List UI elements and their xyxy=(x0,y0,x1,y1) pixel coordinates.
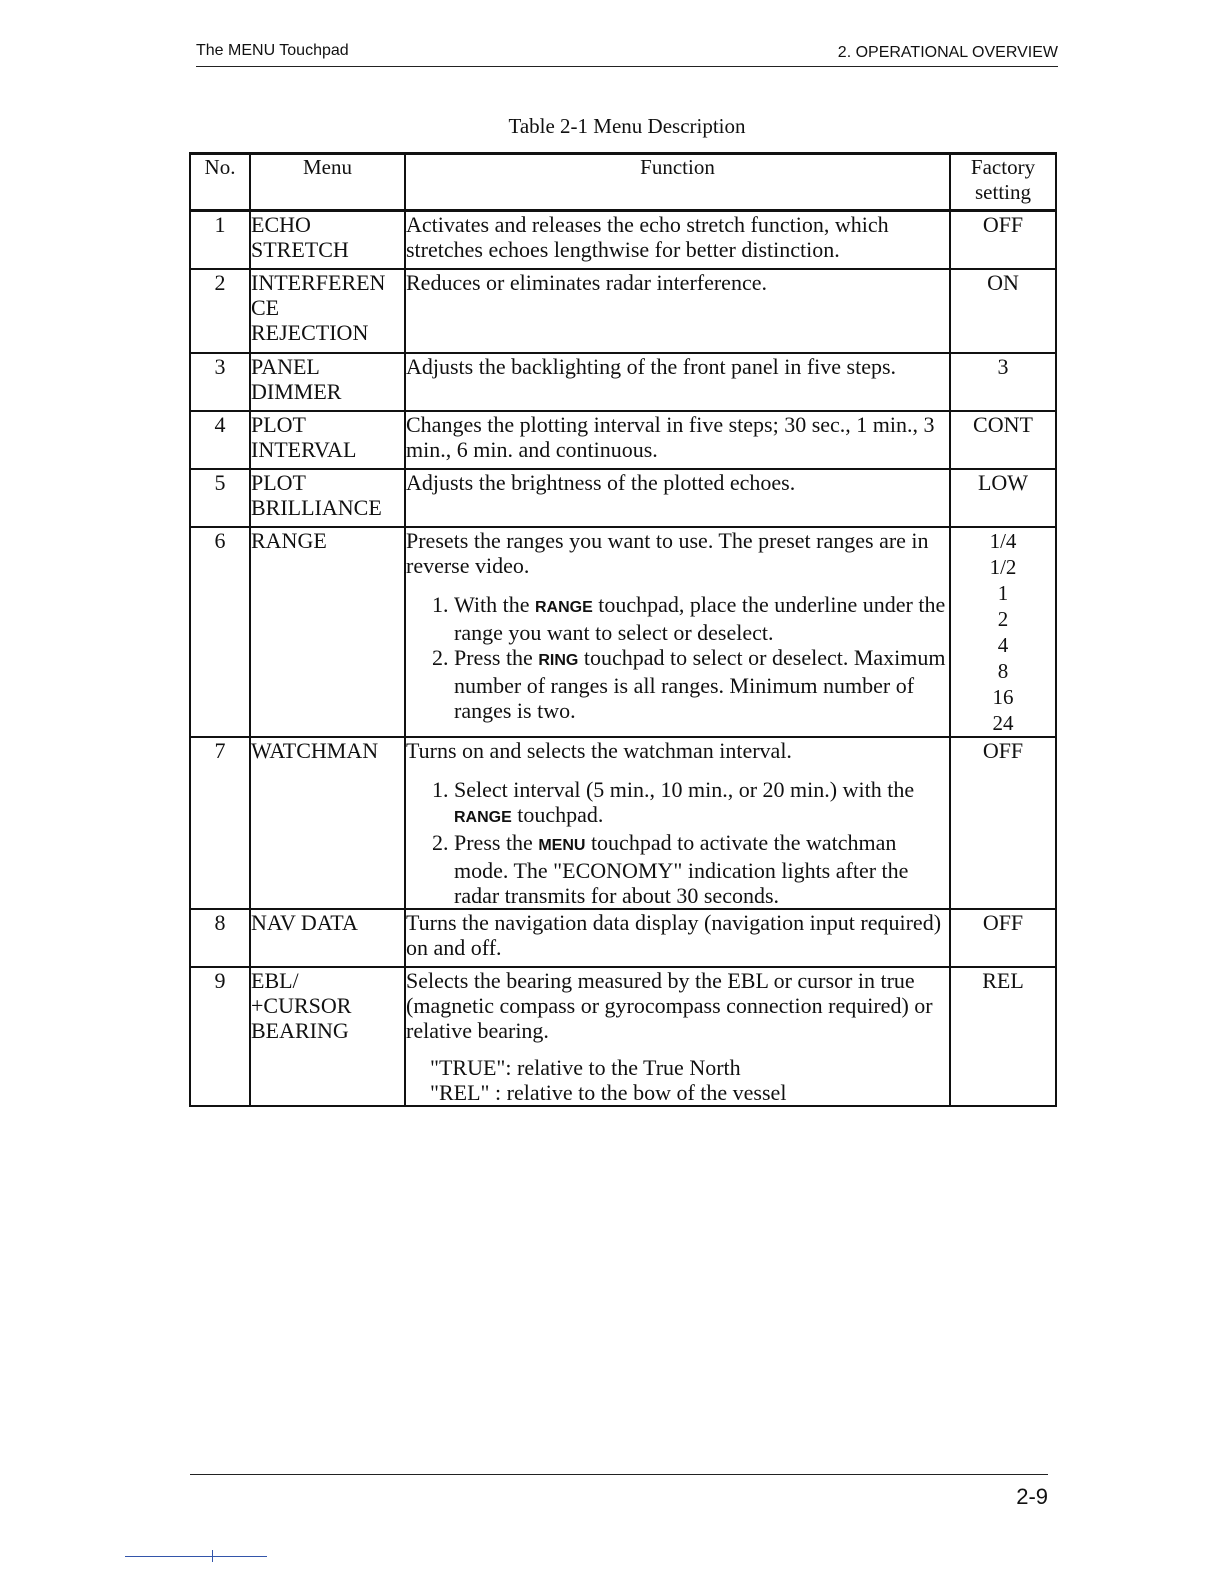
row-number: 6 xyxy=(190,527,250,737)
table-row xyxy=(190,469,1056,527)
function-description: Changes the plotting interval in five steps; 30 sec., 1 min., 3 min., 6 min. and continuous. xyxy=(405,411,950,469)
factory-setting: CONT xyxy=(950,411,1056,469)
page-header xyxy=(196,40,1058,67)
table-caption: Table 2-1 Menu Description xyxy=(508,114,746,138)
procedure-step: 1. With the RANGE touchpad, place the underline under the range you want to select or deselect. xyxy=(454,592,949,645)
range-value: 1/2 xyxy=(989,554,1017,579)
table-row xyxy=(190,269,1056,353)
touchpad-keyword: RING xyxy=(538,651,579,669)
function-summary: Selects the bearing measured by the EBL or cursor in true (magnetic compass or gyrocompass connection required) or relative bearing. xyxy=(406,967,933,1043)
row-number: 8 xyxy=(190,909,250,967)
function-description: Adjusts the brightness of the plotted echoes. xyxy=(405,469,950,527)
factory-setting: REL xyxy=(950,967,1056,1106)
menu-name: WATCHMAN xyxy=(250,737,405,909)
table-row xyxy=(190,411,1056,469)
factory-setting: 3 xyxy=(950,353,1056,411)
row-number: 1 xyxy=(190,211,250,269)
range-value: 4 xyxy=(997,632,1009,657)
menu-name: RANGE xyxy=(250,527,405,737)
range-value: 1/4 xyxy=(989,528,1017,553)
procedure-steps xyxy=(406,592,949,723)
header-section-title: The MENU Touchpad xyxy=(196,42,349,59)
menu-description-table xyxy=(189,152,1057,1107)
row-number: 5 xyxy=(190,469,250,527)
range-value: 24 xyxy=(992,710,1014,735)
page-number: 2-9 xyxy=(1016,1484,1048,1509)
menu-name: NAV DATA xyxy=(250,909,405,967)
row-number: 7 xyxy=(190,737,250,909)
menu-name: PLOT BRILLIANCE xyxy=(250,469,405,527)
function-description: Reduces or eliminates radar interference. xyxy=(405,269,950,353)
range-value: 2 xyxy=(997,606,1009,631)
factory-setting: OFF xyxy=(950,909,1056,967)
procedure-step: 2. Press the RING touchpad to select or deselect. Maximum number of ranges is all ranges. Minimum number of ranges is two. xyxy=(454,645,949,723)
table-header-row xyxy=(190,154,1056,211)
column-header-function: Function xyxy=(405,154,950,211)
menu-name: PANEL DIMMER xyxy=(250,353,405,411)
bearing-note-rel: "REL" : relative to the bow of the vessel xyxy=(430,1079,787,1105)
column-header-menu: Menu xyxy=(250,154,405,211)
touchpad-keyword: RANGE xyxy=(454,808,512,826)
bearing-note-true: "TRUE": relative to the True North xyxy=(430,1054,741,1080)
function-description xyxy=(405,527,950,737)
row-number: 3 xyxy=(190,353,250,411)
procedure-step: 1. Select interval (5 min., 10 min., or 20 min.) with the RANGE touchpad. xyxy=(454,777,949,830)
factory-setting-ranges xyxy=(950,527,1056,737)
function-description: Turns the navigation data display (navigation input required) on and off. xyxy=(405,909,950,967)
menu-name: INTERFEREN CE REJECTION xyxy=(250,269,405,353)
menu-name: PLOT INTERVAL xyxy=(250,411,405,469)
factory-setting: ON xyxy=(950,269,1056,353)
function-summary: Presets the ranges you want to use. The preset ranges are in reverse video. xyxy=(406,527,929,578)
menu-name: EBL/ +CURSOR BEARING xyxy=(250,967,405,1106)
function-summary: Turns on and selects the watchman interval. xyxy=(406,737,792,763)
row-number: 4 xyxy=(190,411,250,469)
header-chapter-title: 2. OPERATIONAL OVERVIEW xyxy=(837,44,1058,61)
function-description xyxy=(405,737,950,909)
menu-name: ECHO STRETCH xyxy=(250,211,405,269)
table-row xyxy=(190,737,1056,909)
column-header-no: No. xyxy=(190,154,250,211)
touchpad-keyword: MENU xyxy=(538,836,586,854)
table-row xyxy=(190,527,1056,737)
procedure-steps xyxy=(406,777,949,908)
footer-rule xyxy=(190,1474,1048,1475)
function-description xyxy=(405,967,950,1106)
table-row xyxy=(190,967,1056,1106)
factory-setting: LOW xyxy=(950,469,1056,527)
range-value: 8 xyxy=(997,658,1009,683)
column-header-factory-setting: Factory setting xyxy=(950,154,1056,211)
function-description: Activates and releases the echo stretch function, which stretches echoes lengthwise for better distinction. xyxy=(405,211,950,269)
row-number: 9 xyxy=(190,967,250,1106)
range-value: 16 xyxy=(992,684,1014,709)
range-value: 1 xyxy=(997,580,1009,605)
table-row xyxy=(190,353,1056,411)
function-description: Adjusts the backlighting of the front panel in five steps. xyxy=(405,353,950,411)
crop-mark-tick xyxy=(212,1550,213,1562)
factory-setting: OFF xyxy=(950,737,1056,909)
touchpad-keyword: RANGE xyxy=(535,598,593,616)
crop-mark xyxy=(125,1556,267,1557)
table-row xyxy=(190,909,1056,967)
table-row xyxy=(190,211,1056,269)
factory-setting: OFF xyxy=(950,211,1056,269)
row-number: 2 xyxy=(190,269,250,353)
procedure-step: 2. Press the MENU touchpad to activate the watchman mode. The "ECONOMY" indication lights after the radar transmits for about 30 seconds. xyxy=(454,830,949,908)
